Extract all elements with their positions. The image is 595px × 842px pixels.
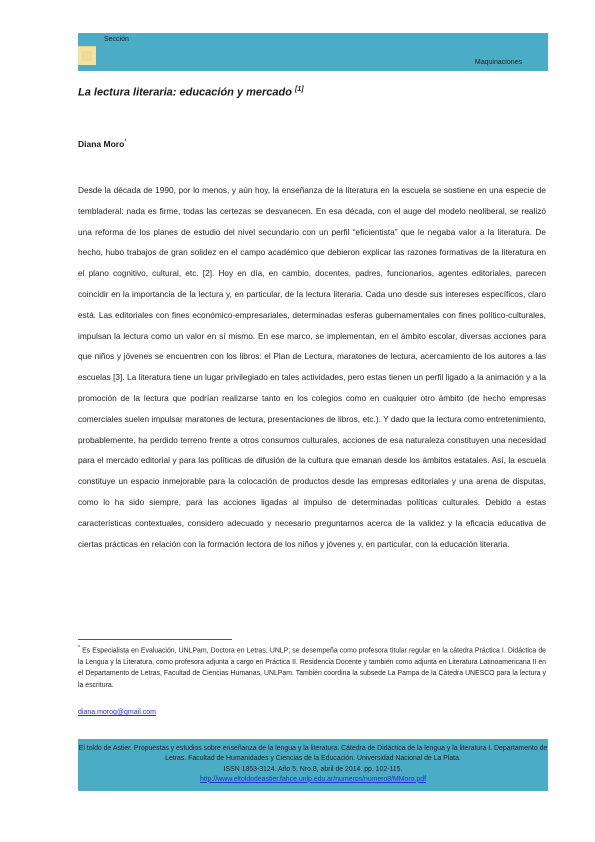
footnote-text: Es Especialista en Evaluación, UNLPam, Doctora en Letras, UNLP; se desempeña como profesora titular regular en la cátedra Práctica I. Didáctica de la Lengua y la Literatura, como profesora adjunta a cargo en Práctica II. Residencia Docente y también como adjunta en Literatura Latinoamericana II en el Departamento de Letras, Facultad de Ciencias Humanas, UNLPam. También coordina la subsede La Pampa de la Cátedra UNESCO para la lectura y la escritura.	[78, 647, 546, 689]
section-logo-icon	[78, 46, 96, 65]
article-body: Desde la década de 1990, por lo menos, y aún hoy, la enseñanza de la literatura en la escuela se sostiene en una especie de tembladeral: nada es firme, todas las certezas se desvanecen. En esa década, con el auge del modelo neoliberal, se realizó una reforma de los planes de estudio del nivel secundario con un perfil “eficientista” que le negaba valor a la literatura. De hecho, hubo trabajos de gran solidez en el campo académico que debieron explicar las razones formativas de la literatura en el plano cognitivo, cultural, etc. [2]. Hoy en día, en cambio, docentes, padres, funcionarios, agentes editoriales, parecen coincidir en la importancia de la lectura y, en particular, de la lectura literaria. Cada uno desde sus intereses específicos, claro está. Las editoriales con fines económico-empresariales, determinadas esferas gubernamentales con fines político-culturales, impulsan la lectura como un valor en sí mismo. En ese marco, se implementan, en el ámbito escolar, diversas acciones para que niños y jóvenes se encuentren con los libros: el Plan de Lectura, maratones de lectura, acercamiento de los autores a las escuelas [3]. La literatura tiene un lugar privilegiado en tales actividades, pero estas tienen un perfil ligado a la animación y a la promoción de la lectura que podrían realizarse tanto en los colegios como en cualquier otro ámbito (de hecho empresas comerciales suelen impulsar maratones de lectura, presentaciones de libros, etc.). Y dado que la lectura como entretenimiento, probablemente, ha perdido terreno frente a otros consumos culturales, acciones de esa naturaleza constituyen una necesidad para el mercado editorial y para las políticas de difusión de la cultura que emanan desde los ámbitos estatales. Así, la escuela constituye un espacio inmejorable para la colocación de productos desde las empresas editoriales y una arena de disputas, como lo ha sido siempre, para las acciones ligadas al impulso de determinadas políticas culturales. Debido a estas características contextuales, considero adecuado y necesario preguntarnos acerca de la validez y la eficacia educativa de ciertas prácticas en relación con la formación lectora de los niños y jóvenes y, en particular, con la educación literaria.	[78, 185, 546, 549]
footnote-mark: *	[78, 645, 80, 651]
author-footnote	[78, 643, 546, 691]
footer-journal-info: El toldo de Astier. Propuestas y estudios sobre enseñanza de la lengua y la literatura. Cátedra de Didáctica de la lengua y la literatura I. Departamento de Letras. Facultad de Humanidades y Ciencias de la Educación. Universidad Nacional de La Plata.	[78, 745, 548, 763]
author-email-link[interactable]: diana.morog@gmail.com	[78, 709, 156, 716]
section-label: Sección	[104, 36, 129, 43]
footer-citation	[78, 744, 548, 785]
footer-issn: ISSN 1853-3124. Año 5, Nro.8, abril de 2014. pp. 102-115.	[223, 765, 403, 773]
author-name	[78, 139, 127, 149]
author-footnote-mark[interactable]: *	[124, 139, 127, 146]
title-note-ref[interactable]: [1]	[295, 86, 304, 93]
footnote-divider	[78, 639, 232, 640]
article-title-text: La lectura literaria: educación y mercado	[78, 86, 292, 99]
footer-url-link[interactable]: http://www.eltoldodeastier.fahce.unlp.edu.ar/numeros/numero8/MMoro.pdf	[200, 775, 426, 783]
section-name: Maquinaciones	[474, 59, 522, 66]
author-name-text: Diana Moro	[78, 139, 125, 149]
article-title	[78, 86, 304, 99]
